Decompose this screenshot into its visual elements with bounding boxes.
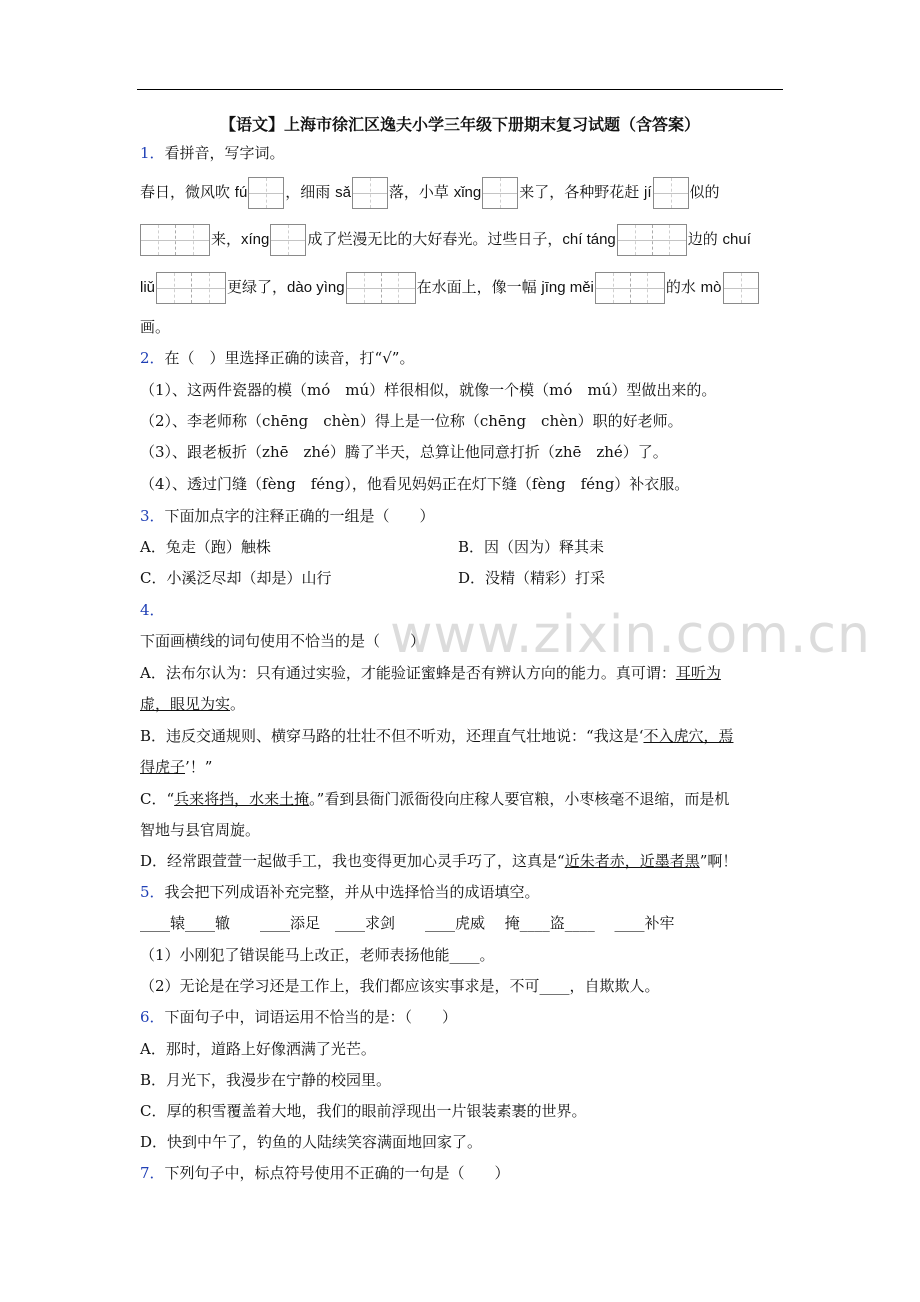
q2-text: 在（ ）里选择正确的读音，打“√”。 [164,349,415,367]
q2-item: （4）、透过门缝（fèng féng），他看见妈妈正在灯下缝（fèng féng）补衣服。 [140,475,690,493]
text: 成了烂漫无比的大好春光。过些日子， [307,230,563,248]
pinyin: jīng měi [541,279,594,296]
q3-number: 3． [140,507,165,525]
q4-option-b-line1 [140,724,733,748]
q5-sentence-2: （2）无论是在学习还是工作上，我们都应该实事求是，不可____，自欺欺人。 [140,977,660,995]
text: 边的 [687,230,723,248]
pinyin: xǐng [453,184,482,201]
underlined-text: 虚，眼见为实 [140,695,231,713]
answer-grid[interactable] [140,224,210,256]
q3-option-c: C．小溪泛尽却（却是）山行 [140,569,332,587]
q6-number: 6． [140,1008,165,1026]
q6-option-a: A．那时，道路上好像洒满了光芒。 [140,1040,376,1058]
pinyin: fú [234,184,248,201]
underlined-text: 耳听为 [675,664,721,682]
text: 更绿了， [227,278,288,296]
header-rule [137,89,783,90]
q1-line-2 [140,222,751,257]
answer-grid[interactable] [270,224,306,256]
text: ，细雨 [285,183,336,201]
q4-option-a-line2 [140,692,245,716]
q2-item: （1）、这两件瓷器的模（mó mú）样很相似，就像一个模（mó mú）型做出来的。 [140,381,717,399]
text: C．“ [140,790,175,808]
pinyin: chí táng [562,231,616,248]
text: 来了，各种野花赶 [519,183,645,201]
answer-grid[interactable] [248,177,284,209]
q5-number: 5． [140,883,165,901]
q4-text: 下面画横线的词句使用不恰当的是（ ） [140,632,426,650]
q4-option-c-line2: 智地与县官周旋。 [140,821,261,839]
text: 在水面上，像一幅 [416,278,542,296]
q6-option-c: C．厚的积雪覆盖着大地，我们的眼前浮现出一片银装素裹的世界。 [140,1102,587,1120]
text: 的水 [665,278,701,296]
text: ”啊！ [699,852,738,870]
underlined-text: 得虎子 [140,758,186,776]
q7-number: 7． [140,1164,165,1182]
q1-line-1 [140,175,720,210]
pinyin: mò [700,279,722,296]
q2-item: （2）、李老师称（chēng chèn）得上是一位称（chēng chèn）职的好老师。 [140,412,683,430]
answer-grid[interactable] [482,177,518,209]
pinyin: xíng [241,231,270,248]
text: A．法布尔认为：只有通过实验，才能验证蜜蜂是否有辨认方向的能力。真可谓： [140,664,676,682]
answer-grid[interactable] [346,272,416,304]
answer-grid[interactable] [617,224,687,256]
watermark: www.zixin.com.cn [390,605,871,665]
q5-text: 我会把下列成语补充完整，并从中选择恰当的成语填空。 [164,883,540,901]
q3-option-b: B．因（因为）释其耒 [458,538,605,556]
text: 。 [230,695,246,713]
q1-header [140,141,285,165]
q7-text: 下列句子中，标点符号使用不正确的一句是（ ） [164,1164,510,1182]
text: ’！” [185,758,213,776]
q3-option-a: A．兔走（跑）触株 [140,538,271,556]
q1-text: 看拼音，写字词。 [164,144,285,162]
q6-option-d: D．快到中午了，钓鱼的人陆续笑容满面地回家了。 [140,1133,483,1151]
q6-option-b: B．月光下，我漫步在宁静的校园里。 [140,1071,392,1089]
answer-grid[interactable] [156,272,226,304]
q4-num: 4． [140,601,165,619]
underlined-text: 不入虎穴，焉 [643,727,734,745]
answer-grid[interactable] [653,177,689,209]
q4-number [140,598,165,622]
underlined-text: 兵来将挡，水来土掩 [174,790,310,808]
page-title: 【语文】上海市徐汇区逸夫小学三年级下册期末复习试题（含答案） [219,115,700,134]
q4-option-b-line2 [140,755,212,779]
q2-header [140,346,414,370]
q4-option-a-line1 [140,661,721,685]
q5-sentence-1: （1）小刚犯了错误能马上改正，老师表扬他能____。 [140,946,495,964]
q6-text: 下面句子中，词语运用不恰当的是：（ ） [164,1008,458,1026]
text: 春日，微风吹 [140,183,235,201]
q7-header [140,1161,510,1185]
pinyin: sǎ [335,184,351,201]
pinyin: chuí [722,231,751,248]
text: 来， [211,230,242,248]
q1-line-4: 画。 [140,318,171,336]
q1-line-3 [140,270,760,305]
q1-number: 1． [140,144,165,162]
q4-option-c-line1 [140,787,729,811]
text: 似的 [689,183,720,201]
answer-grid[interactable] [352,177,388,209]
q5-idioms: ____辕____辙 ____添足 ____求剑 ____虎威 掩____盗____ ____补牢 [140,914,675,932]
q2-item: （3）、跟老板折（zhē zhé）腾了半天，总算让他同意打折（zhē zhé）了。 [140,443,668,461]
text: B．违反交通规则、横穿马路的壮壮不但不听劝，还理直气壮地说：“我这是‘ [140,727,644,745]
q3-text: 下面加点字的注释正确的一组是（ ） [164,507,435,525]
answer-grid[interactable] [595,272,665,304]
text: 。”看到县衙门派衙役向庄稼人要官粮，小枣核毫不退缩，而是机 [309,790,730,808]
answer-grid[interactable] [723,272,759,304]
q6-header [140,1005,457,1029]
q3-option-d: D．没精（精彩）打采 [458,569,606,587]
text: D．经常跟萱萱一起做手工，我也变得更加心灵手巧了，这真是“ [140,852,565,870]
pinyin: liǔ [140,279,156,296]
text: 落，小草 [388,183,454,201]
q2-number: 2． [140,349,165,367]
q4-option-d [140,849,737,873]
underlined-text: 近朱者赤，近墨者黑 [564,852,700,870]
pinyin: dào yìng [287,279,345,296]
q3-header [140,504,435,528]
pinyin: jí [644,184,652,201]
q5-header [140,880,540,904]
